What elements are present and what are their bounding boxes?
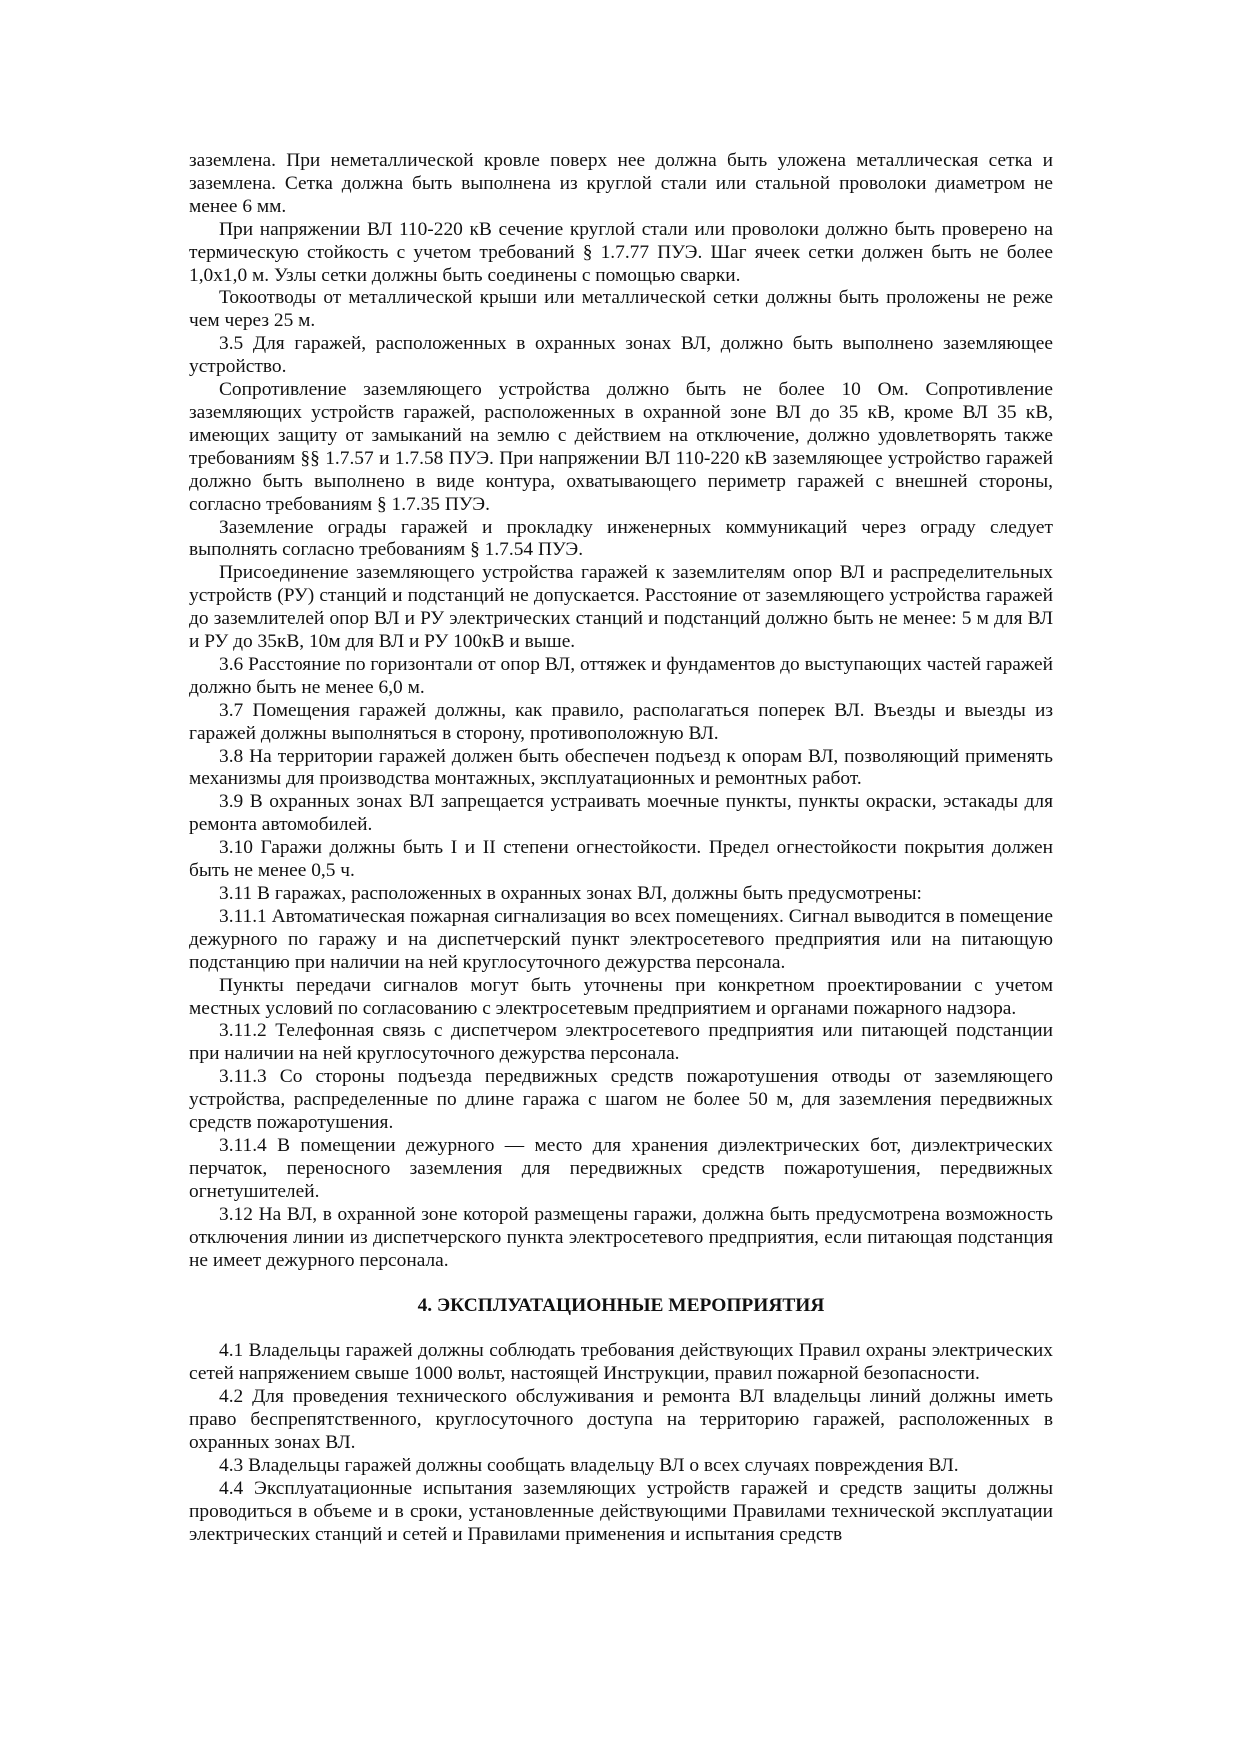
paragraph-3-5: 3.5 Для гаражей, расположенных в охранных зонах ВЛ, должно быть выполнено заземляющее устройство. [189, 333, 1053, 378]
paragraph-3-11-4: 3.11.4 В помещении дежурного — место для хранения диэлектрических бот, диэлектрических перчаток, переносного заземления для передвижных средств пожаротушения, передвижных огнетушителей. [189, 1134, 1053, 1202]
paragraph-thermal-stability: При напряжении ВЛ 110-220 кВ сечение круглой стали или проволоки должно быть проверено на термическую стойкость с учетом требований § 1.7.77 ПУЭ. Шаг ячеек сетки должен быть не более 1,0x1,0 м. Узлы сетки должны быть соединены с помощью сварки. [189, 218, 1053, 286]
paragraph-grounding-resistance: Сопротивление заземляющего устройства должно быть не более 10 Ом. Сопротивление заземляющих устройств гаражей, расположенных в охранной зоне ВЛ до 35 кВ, кроме ВЛ 35 кВ, имеющих защиту от замыканий на землю с действием на отключение, должно удовлетворять также требованиям §§ 1.7.57 и 1.7.58 ПУЭ. При напряжении ВЛ 110-220 кВ заземляющее устройство гаражей должно быть выполнено в виде контура, охватывающего периметр гаражей с внешней стороны, согласно требованиям § 1.7.35 ПУЭ. [189, 379, 1053, 515]
paragraph-3-10: 3.10 Гаражи должны быть I и II степени огнестойкости. Предел огнестойкости покрытия должен быть не менее 0,5 ч. [189, 837, 1053, 882]
paragraph-signal-points: Пункты передачи сигналов могут быть уточнены при конкретном проектировании с учетом местных условий по согласованию с электросетевым предприятием и органами пожарного надзора. [189, 974, 1053, 1019]
section-heading: 4. ЭКСПЛУАТАЦИОННЫЕ МЕРОПРИЯТИЯ [417, 1295, 825, 1317]
paragraph-4-4: 4.4 Эксплуатационные испытания заземляющих устройств гаражей и средств защиты должны проводиться в объеме и в сроки, установленные действующими Правилами технической эксплуатации электрических станций и сетей и Правилами применения и испытания средств [189, 1477, 1053, 1545]
paragraph-3-12: 3.12 На ВЛ, в охранной зоне которой размещены гаражи, должна быть предусмотрена возможность отключения линии из диспетчерского пункта электросетевого предприятия, если питающая подстанция не имеет дежурного персонала. [189, 1203, 1053, 1271]
paragraph-3-6: 3.6 Расстояние по горизонтали от опор ВЛ, оттяжек и фундаментов до выступающих частей гаражей должно быть не менее 6,0 м. [189, 653, 1053, 698]
paragraph-connection-prohibited: Присоединение заземляющего устройства гаражей к заземлителям опор ВЛ и распределительных устройств (РУ) станций и подстанций не допускается. Расстояние от заземляющего устройства гаражей до заземлителей опор ВЛ и РУ электрических станций и подстанций должно быть не менее: 5 м для ВЛ и РУ до 35кВ, 10м для ВЛ и РУ 100кВ и выше. [189, 562, 1053, 653]
paragraph-3-11-3: 3.11.3 Со стороны подъезда передвижных средств пожаротушения отводы от заземляющего устройства, распределенные по длине гаража с шагом не более 50 м, для заземления передвижных средств пожаротушения. [189, 1066, 1053, 1134]
paragraph-4-2: 4.2 Для проведения технического обслуживания и ремонта ВЛ владельцы линий должны иметь право беспрепятственного, круглосуточного доступа на территорию гаражей, расположенных в охранных зонах ВЛ. [189, 1386, 1053, 1453]
document-page [189, 150, 1053, 1546]
paragraph-down-conductors: Токоотводы от металлической крыши или металлической сетки должны быть проложены не реже чем через 25 м. [189, 287, 1053, 332]
paragraph-4-3: 4.3 Владельцы гаражей должны сообщать владельцу ВЛ о всех случаях повреждения ВЛ. [219, 1454, 959, 1476]
paragraph-3-11: 3.11 В гаражах, расположенных в охранных зонах ВЛ, должны быть предусмотрены: [219, 883, 922, 904]
paragraph-roof-grounding: заземлена. При неметаллической кровле поверх нее должна быть уложена металлическая сетка и заземлена. Сетка должна быть выполнена из круглой стали или стальной проволоки диаметром не менее 6 мм. [189, 150, 1053, 217]
paragraph-3-11-1: 3.11.1 Автоматическая пожарная сигнализация во всех помещениях. Сигнал выводится в помещение дежурного по гаражу и на диспетчерский пункт электросетевого предприятия или на питающую подстанцию при наличии на ней круглосуточного дежурства персонала. [189, 905, 1053, 973]
paragraph-3-8: 3.8 На территории гаражей должен быть обеспечен подъезд к опорам ВЛ, позволяющий применять механизмы для производства монтажных, эксплуатационных и ремонтных работ. [189, 745, 1053, 790]
paragraph-3-9: 3.9 В охранных зонах ВЛ запрещается устраивать моечные пункты, пункты окраски, эстакады для ремонта автомобилей. [189, 791, 1053, 836]
paragraph-3-11-2: 3.11.2 Телефонная связь с диспетчером электросетевого предприятия или питающей подстанции при наличии на ней круглосуточного дежурства персонала. [189, 1020, 1053, 1065]
paragraph-3-7: 3.7 Помещения гаражей должны, как правило, располагаться поперек ВЛ. Въезды и выезды из гаражей должны выполняться в сторону, противоположную ВЛ. [189, 699, 1053, 744]
paragraph-fence-grounding: Заземление ограды гаражей и прокладку инженерных коммуникаций через ограду следует выполнять согласно требованиям § 1.7.54 ПУЭ. [189, 516, 1053, 561]
paragraph-4-1: 4.1 Владельцы гаражей должны соблюдать требования действующих Правил охраны электрических сетей напряжением свыше 1000 вольт, настоящей Инструкции, правил пожарной безопасности. [189, 1340, 1053, 1385]
